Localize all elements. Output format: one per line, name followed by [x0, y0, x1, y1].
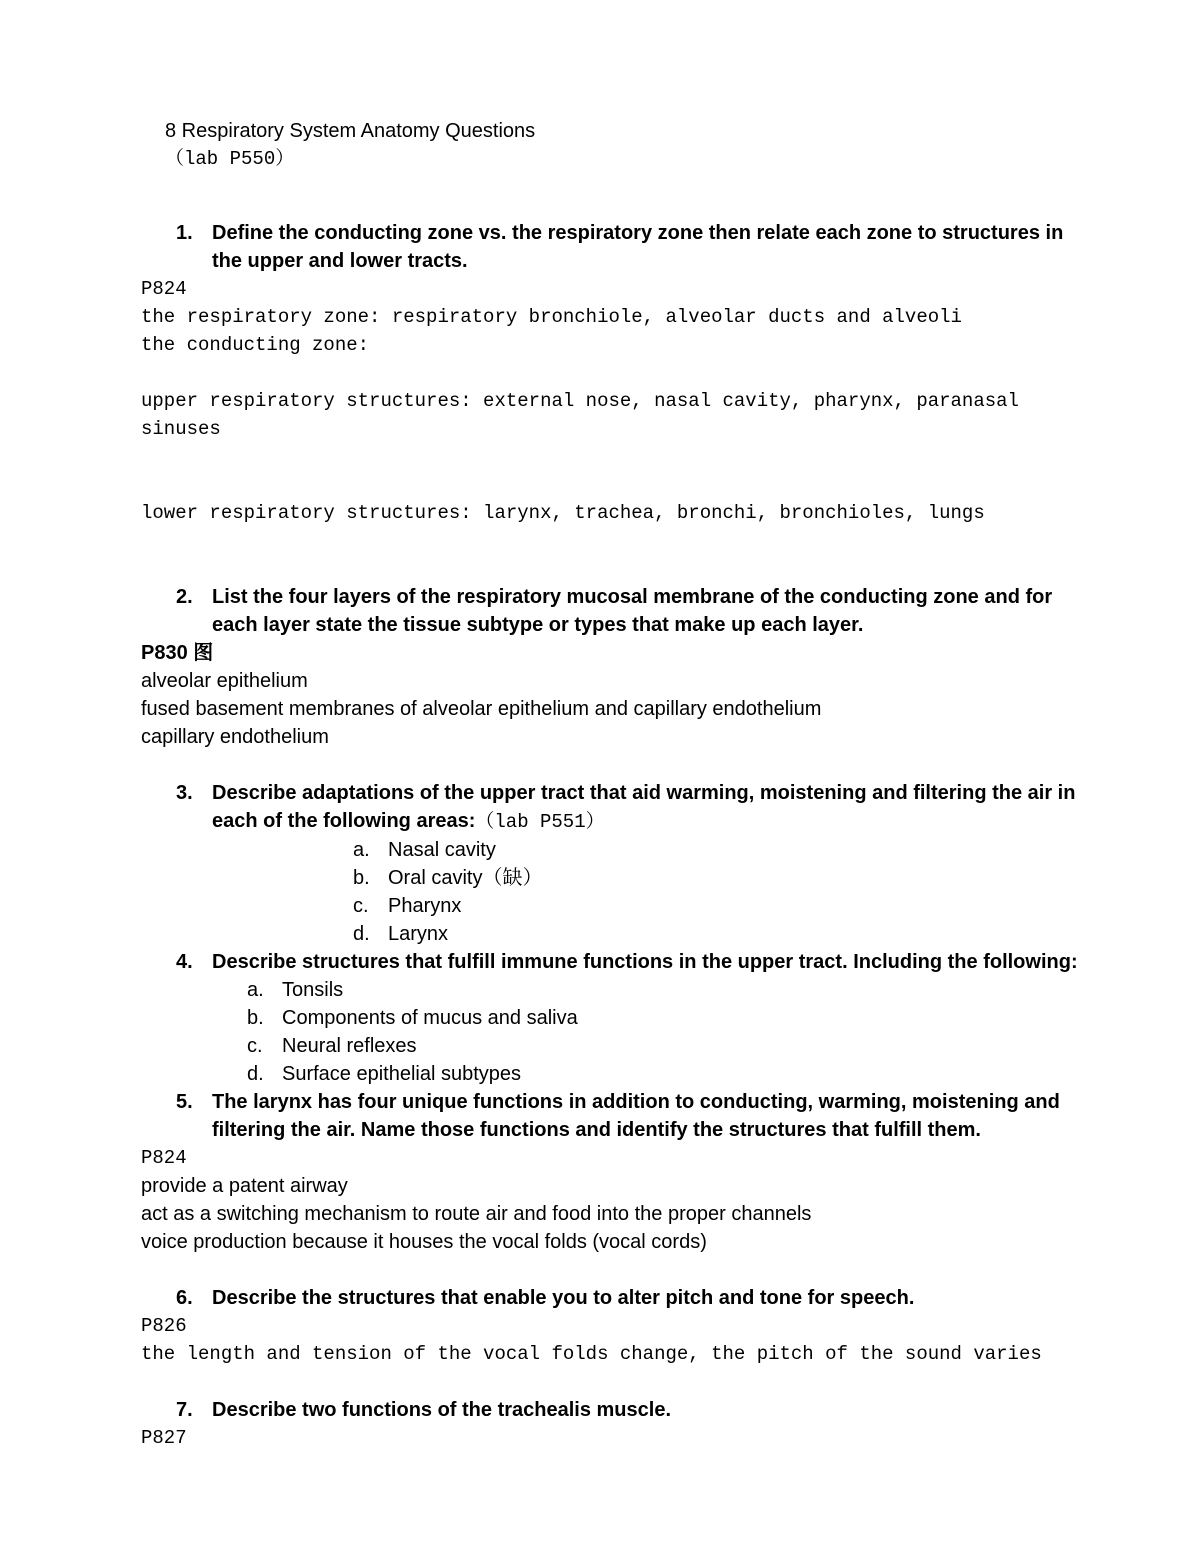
list-item	[141, 1032, 1081, 1060]
list-item-label: a.	[247, 979, 264, 1001]
answer-line: alveolar epithelium	[141, 670, 308, 692]
question-2	[141, 583, 1081, 639]
lab-ref: （lab P551）	[475, 811, 605, 833]
title-text: 8 Respiratory System Anatomy Questions	[165, 120, 536, 142]
list-item	[141, 1060, 1081, 1088]
question-text: Describe two functions of the trachealis muscle.	[212, 1399, 672, 1421]
page-ref: P827	[141, 1427, 187, 1449]
answer-respiratory-zone: the respiratory zone: respiratory bronchiole, alveolar ducts and alveoli	[141, 306, 962, 328]
answer-line: capillary endothelium	[141, 726, 329, 748]
question-3	[141, 779, 1081, 836]
list-item-text: Components of mucus and saliva	[282, 1007, 578, 1029]
list-item-label: b.	[353, 867, 370, 889]
question-text: Describe structures that fulfill immune functions in the upper tract. Including the following:	[212, 951, 1078, 973]
question-text: Describe adaptations of the upper tract that aid warming, moistening and filtering the air in each of the following areas:	[212, 782, 1076, 832]
question-text: Define the conducting zone vs. the respiratory zone then relate each zone to structures in the upper and lower tracts.	[212, 222, 1064, 272]
question-number: 5.	[176, 1091, 193, 1113]
list-item	[141, 892, 1081, 920]
question-text: The larynx has four unique functions in addition to conducting, warming, moistening and filtering the air. Name those functions and identify the structures that fulfill them.	[212, 1091, 1060, 1141]
list-item-text: Pharynx	[388, 895, 462, 917]
list-item-label: b.	[247, 1007, 264, 1029]
list-item-text: Larynx	[388, 923, 449, 945]
question-number: 3.	[176, 782, 193, 804]
list-item-text: Oral cavity（缺）	[388, 867, 543, 889]
question-number: 2.	[176, 586, 193, 608]
list-item	[141, 920, 1081, 948]
answer-line: voice production because it houses the vocal folds (vocal cords)	[141, 1231, 707, 1253]
page-ref: P826	[141, 1315, 187, 1337]
question-text: List the four layers of the respiratory mucosal membrane of the conducting zone and for each layer state the tissue subtype or types that make up each layer.	[212, 586, 1053, 636]
document-body	[141, 99, 1081, 1452]
answer-line: act as a switching mechanism to route air and food into the proper channels	[141, 1203, 812, 1225]
question-number: 6.	[176, 1287, 193, 1309]
question-6	[141, 1284, 1081, 1312]
answer-line: fused basement membranes of alveolar epithelium and capillary endothelium	[141, 698, 822, 720]
answer-lower-structures: lower respiratory structures: larynx, trachea, bronchi, bronchioles, lungs	[141, 502, 985, 524]
question-number: 4.	[176, 951, 193, 973]
answer-upper-structures: upper respiratory structures: external nose, nasal cavity, pharynx, paranasal sinuses	[141, 390, 1031, 440]
question-4	[141, 948, 1081, 976]
answer-line: the length and tension of the vocal folds change, the pitch of the sound varies	[141, 1343, 1042, 1365]
page-ref: P830 图	[141, 642, 214, 664]
list-item-label: a.	[353, 839, 370, 861]
list-item-label: d.	[247, 1063, 264, 1085]
list-item	[141, 864, 1081, 892]
list-item	[141, 976, 1081, 1004]
list-item	[141, 836, 1081, 864]
question-7	[141, 1396, 1081, 1424]
list-item-label: d.	[353, 923, 370, 945]
list-item-label: c.	[353, 895, 369, 917]
list-item-text: Nasal cavity	[388, 839, 496, 861]
document-title	[141, 99, 1081, 191]
question-number: 1.	[176, 222, 193, 244]
answer-line: provide a patent airway	[141, 1175, 348, 1197]
list-item-text: Neural reflexes	[282, 1035, 417, 1057]
list-item-text: Surface epithelial subtypes	[282, 1063, 522, 1085]
list-item-text: Tonsils	[282, 979, 344, 1001]
page-ref: P824	[141, 278, 187, 300]
question-number: 7.	[176, 1399, 193, 1421]
question-1	[141, 219, 1081, 275]
answer-conducting-zone: the conducting zone:	[141, 334, 370, 356]
list-item-label: c.	[247, 1035, 263, 1057]
question-text: Describe the structures that enable you to alter pitch and tone for speech.	[212, 1287, 915, 1309]
title-lab-ref: （lab P550）	[165, 148, 295, 170]
list-item	[141, 1004, 1081, 1032]
page-ref: P824	[141, 1147, 187, 1169]
question-5	[141, 1088, 1081, 1144]
